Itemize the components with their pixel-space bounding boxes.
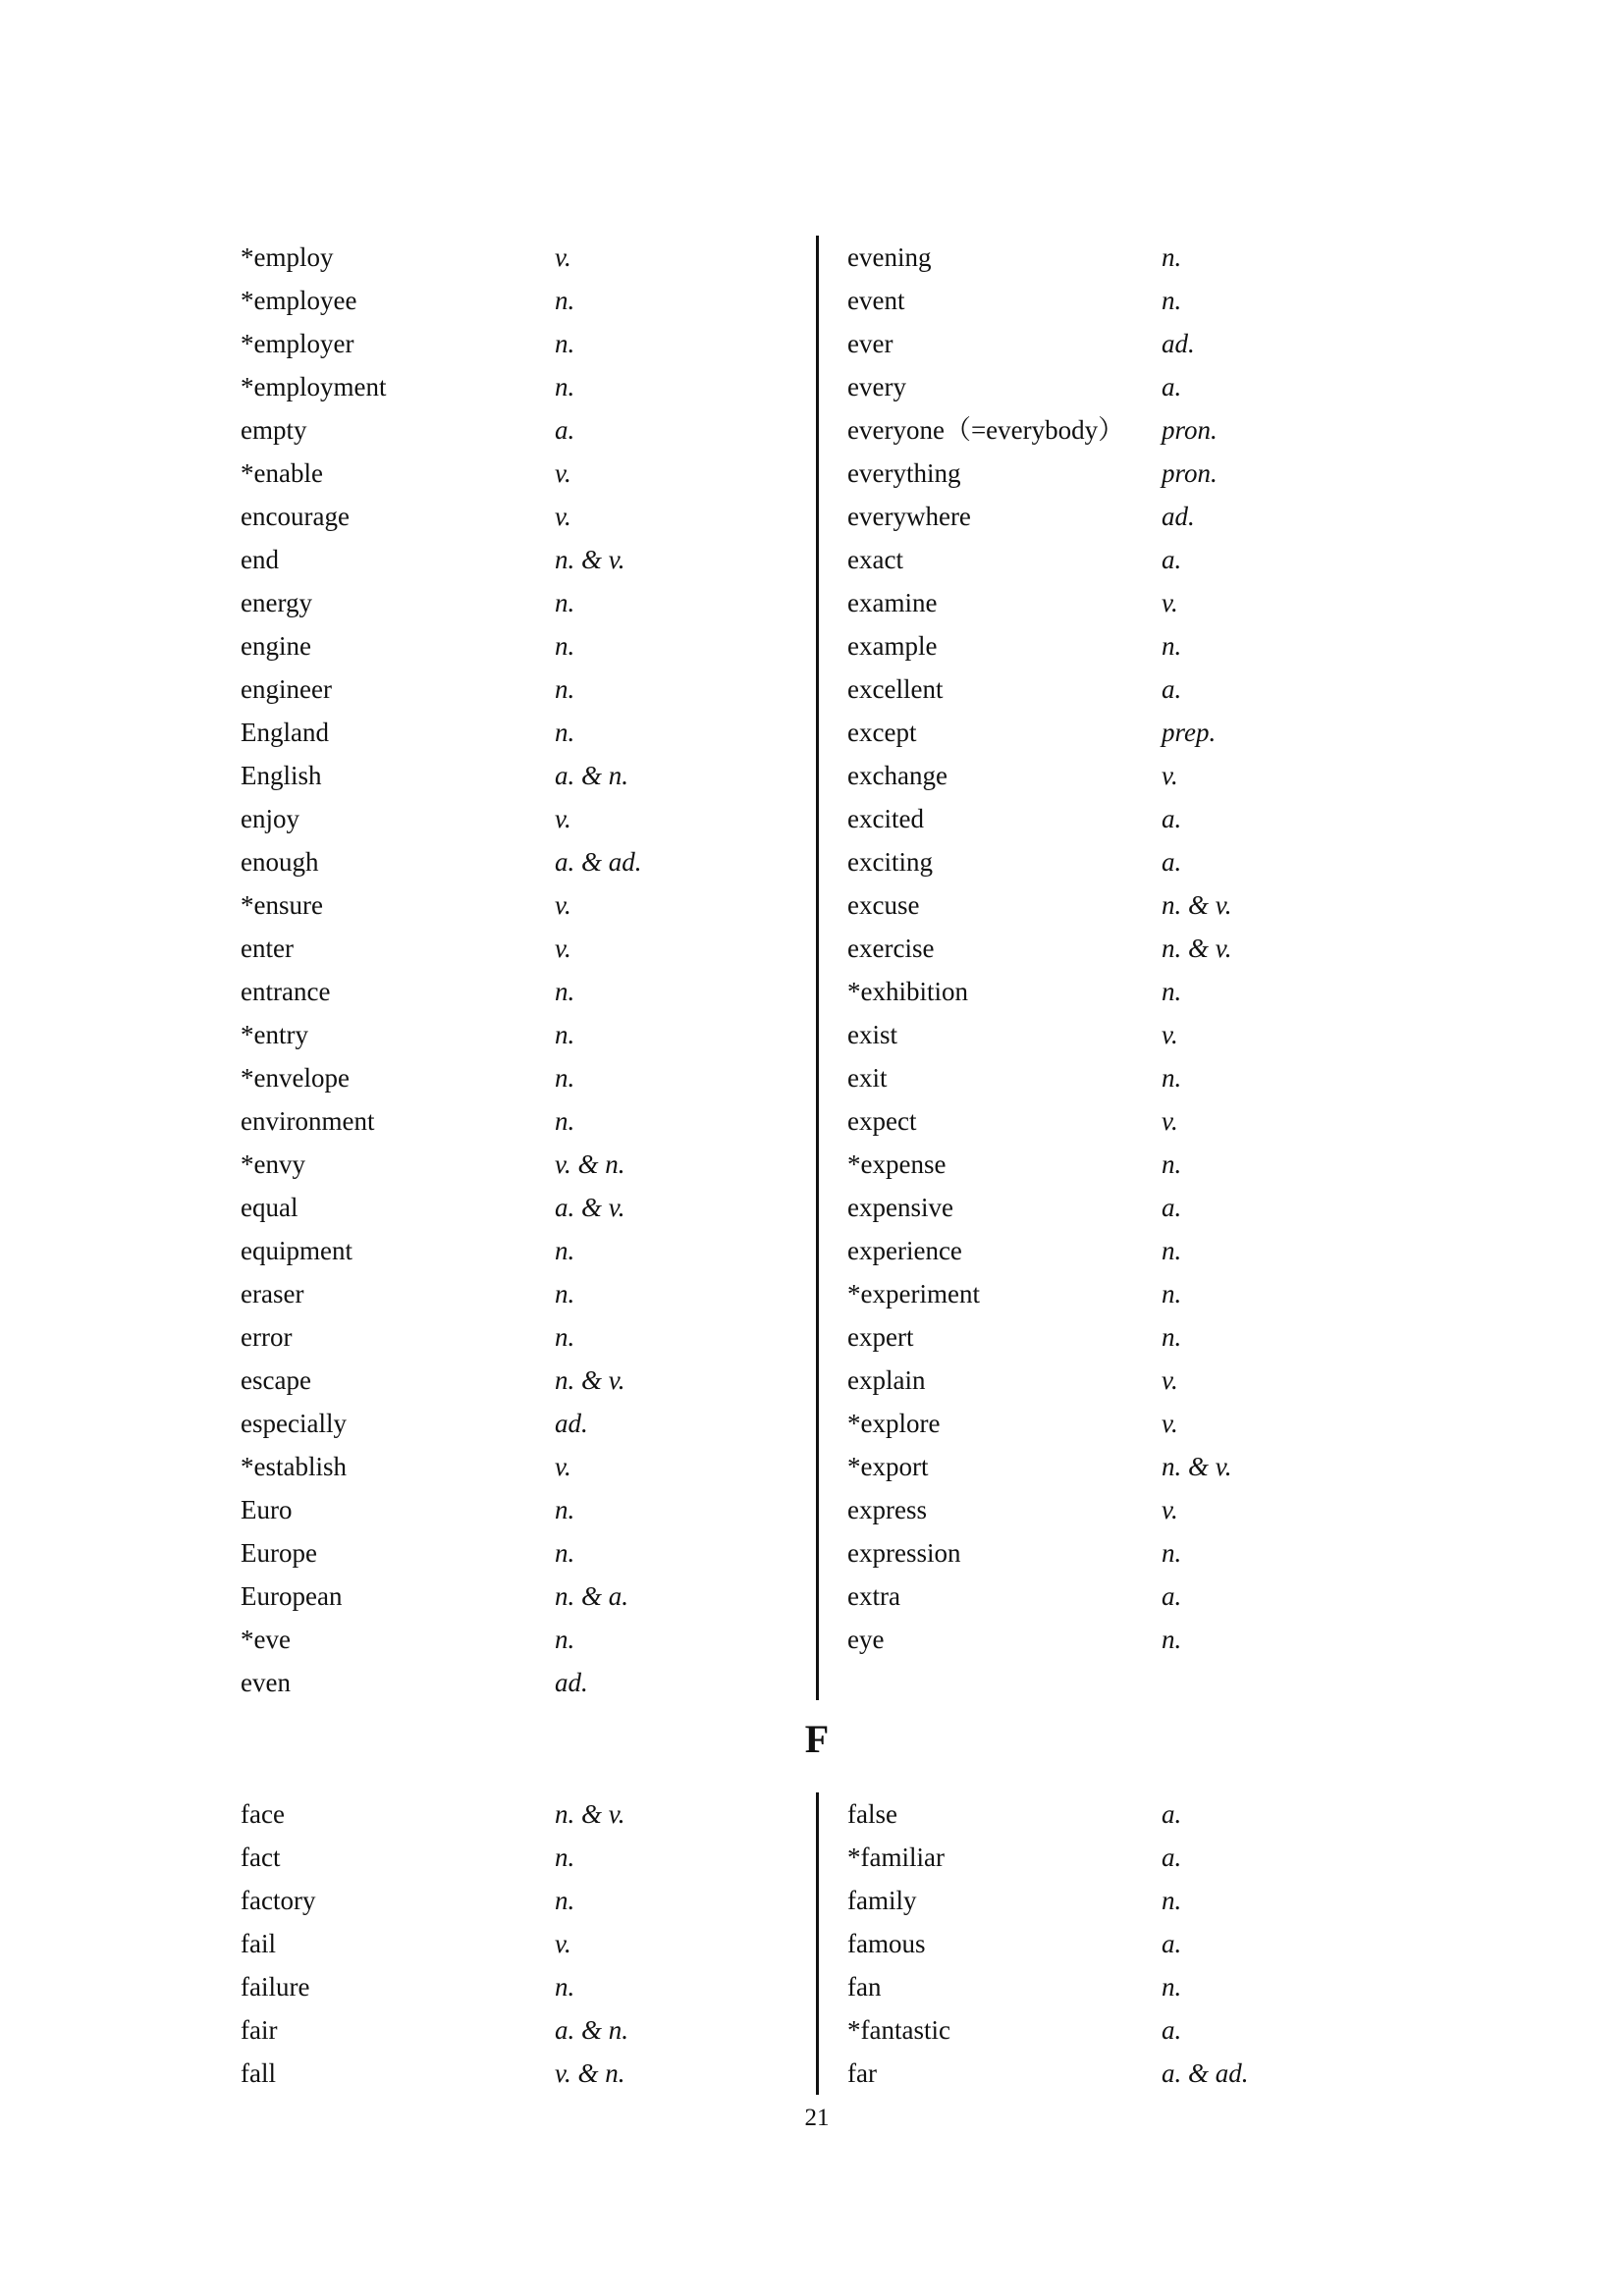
entry-word: exit: [847, 1063, 888, 1093]
entry-word: extra: [847, 1581, 900, 1611]
entry-part-of-speech: n.: [555, 1495, 575, 1524]
entry-part-of-speech: n.: [1162, 1236, 1182, 1265]
entry-part-of-speech: a. & n.: [555, 2015, 629, 2045]
entry-word: family: [847, 1886, 917, 1915]
entry-part-of-speech: n.: [1162, 1625, 1182, 1654]
entry-word: *employer: [241, 329, 354, 358]
entry-part-of-speech: n.: [1162, 1322, 1182, 1352]
entry-part-of-speech: v.: [1162, 1495, 1178, 1524]
entry-part-of-speech: n.: [555, 1279, 575, 1308]
entry-part-of-speech: n.: [555, 1972, 575, 2002]
entry-part-of-speech: v. & n.: [555, 1149, 625, 1179]
entry-part-of-speech: a. & ad.: [555, 847, 642, 877]
entry-part-of-speech: n.: [555, 372, 575, 401]
entry-part-of-speech: ad.: [555, 1668, 588, 1697]
entry-word: *enable: [241, 458, 323, 488]
entry-word: England: [241, 718, 329, 747]
entry-part-of-speech: v.: [555, 458, 571, 488]
entry-word: every: [847, 372, 906, 401]
entry-word: fan: [847, 1972, 882, 2002]
entry-word: enjoy: [241, 804, 299, 833]
entry-part-of-speech: v.: [1162, 1365, 1178, 1395]
entry-part-of-speech: n.: [555, 1020, 575, 1049]
entry-part-of-speech: n.: [1162, 1279, 1182, 1308]
entry-part-of-speech: n.: [1162, 631, 1182, 661]
entry-word: face: [241, 1799, 285, 1829]
entry-word: excellent: [847, 674, 944, 704]
entry-word: even: [241, 1668, 291, 1697]
entry-part-of-speech: n.: [555, 977, 575, 1006]
entry-part-of-speech: a.: [1162, 545, 1182, 574]
entry-word: equal: [241, 1193, 298, 1222]
entry-part-of-speech: a. & v.: [555, 1193, 625, 1222]
entry-part-of-speech: n.: [555, 1886, 575, 1915]
entry-word: examine: [847, 588, 938, 617]
entry-word: *establish: [241, 1452, 347, 1481]
entry-part-of-speech: n. & a.: [555, 1581, 629, 1611]
entry-word: *employee: [241, 286, 357, 315]
entry-word: environment: [241, 1106, 375, 1136]
entry-part-of-speech: a.: [1162, 1842, 1182, 1872]
entry-part-of-speech: v.: [555, 502, 571, 531]
entry-word: *familiar: [847, 1842, 945, 1872]
entry-part-of-speech: ad.: [555, 1409, 588, 1438]
entry-word: *employ: [241, 242, 334, 272]
entry-word: factory: [241, 1886, 316, 1915]
entry-part-of-speech: v.: [555, 1929, 571, 1958]
entry-word: express: [847, 1495, 927, 1524]
entry-part-of-speech: a.: [1162, 674, 1182, 704]
entry-word: exact: [847, 545, 903, 574]
entry-part-of-speech: v.: [1162, 761, 1178, 790]
entry-word: fail: [241, 1929, 276, 1958]
entry-word: evening: [847, 242, 932, 272]
entry-word: error: [241, 1322, 293, 1352]
entry-word: English: [241, 761, 322, 790]
entry-word: *fantastic: [847, 2015, 950, 2045]
entry-word: except: [847, 718, 917, 747]
entry-part-of-speech: n.: [1162, 1538, 1182, 1568]
entry-word: European: [241, 1581, 343, 1611]
entry-part-of-speech: n.: [1162, 977, 1182, 1006]
entry-word: empty: [241, 415, 307, 445]
section-f: [0, 1792, 1624, 2097]
entry-word: *explore: [847, 1409, 941, 1438]
entry-part-of-speech: ad.: [1162, 329, 1195, 358]
entry-word: *export: [847, 1452, 929, 1481]
entry-part-of-speech: a.: [555, 415, 575, 445]
entry-word: escape: [241, 1365, 311, 1395]
page-number: 21: [804, 2105, 830, 2131]
entry-part-of-speech: v.: [555, 242, 571, 272]
entry-part-of-speech: n.: [555, 329, 575, 358]
entry-word: *envy: [241, 1149, 305, 1179]
column-divider: [816, 1792, 819, 2095]
entry-word: *exhibition: [847, 977, 968, 1006]
entry-word: exist: [847, 1020, 897, 1049]
entry-part-of-speech: a.: [1162, 1581, 1182, 1611]
entry-word: explain: [847, 1365, 926, 1395]
section-e: [0, 236, 1624, 1697]
entry-part-of-speech: a.: [1162, 1799, 1182, 1829]
entry-part-of-speech: n.: [555, 674, 575, 704]
entry-word: ever: [847, 329, 893, 358]
entry-word: famous: [847, 1929, 926, 1958]
entry-part-of-speech: n.: [555, 588, 575, 617]
entry-part-of-speech: v.: [555, 934, 571, 963]
entry-part-of-speech: n.: [555, 1106, 575, 1136]
entry-part-of-speech: pron.: [1162, 458, 1218, 488]
entry-part-of-speech: n. & v.: [1162, 1452, 1232, 1481]
entry-word: entrance: [241, 977, 331, 1006]
entry-part-of-speech: prep.: [1162, 718, 1217, 747]
entry-part-of-speech: v.: [1162, 1020, 1178, 1049]
entry-word: example: [847, 631, 938, 661]
entry-part-of-speech: n.: [555, 1322, 575, 1352]
entry-word: encourage: [241, 502, 350, 531]
entry-part-of-speech: v.: [555, 1452, 571, 1481]
entry-word: eye: [847, 1625, 885, 1654]
entry-word: eraser: [241, 1279, 304, 1308]
entry-word: energy: [241, 588, 312, 617]
entry-word: expect: [847, 1106, 917, 1136]
entry-part-of-speech: a.: [1162, 847, 1182, 877]
entry-part-of-speech: n. & v.: [555, 1799, 625, 1829]
entry-part-of-speech: a.: [1162, 1193, 1182, 1222]
entry-word: everywhere: [847, 502, 971, 531]
entry-part-of-speech: n.: [1162, 242, 1182, 272]
entry-part-of-speech: v.: [1162, 1106, 1178, 1136]
entry-word: *entry: [241, 1020, 308, 1049]
section-heading-f: F: [804, 1717, 830, 1761]
entry-part-of-speech: v. & n.: [555, 2058, 625, 2088]
entry-word: enter: [241, 934, 294, 963]
entry-word: *employment: [241, 372, 387, 401]
entry-part-of-speech: n.: [1162, 1886, 1182, 1915]
entry-word: exciting: [847, 847, 933, 877]
entry-word: failure: [241, 1972, 310, 2002]
entry-part-of-speech: a.: [1162, 372, 1182, 401]
entry-word: everyone（=everybody）: [847, 415, 1125, 445]
entry-part-of-speech: n.: [555, 1063, 575, 1093]
entry-word: Euro: [241, 1495, 293, 1524]
entry-part-of-speech: n.: [555, 718, 575, 747]
entry-word: *ensure: [241, 890, 323, 920]
entry-word: far: [847, 2058, 877, 2088]
entry-part-of-speech: a.: [1162, 1929, 1182, 1958]
column-divider: [816, 236, 819, 1700]
entry-part-of-speech: n.: [1162, 286, 1182, 315]
entry-part-of-speech: n. & v.: [1162, 934, 1232, 963]
entry-part-of-speech: n. & v.: [555, 545, 625, 574]
entry-part-of-speech: n.: [555, 1842, 575, 1872]
entry-part-of-speech: a.: [1162, 804, 1182, 833]
entry-word: event: [847, 286, 905, 315]
entry-word: enough: [241, 847, 319, 877]
entry-word: engine: [241, 631, 311, 661]
entry-part-of-speech: a.: [1162, 2015, 1182, 2045]
entry-part-of-speech: a. & ad.: [1162, 2058, 1249, 2088]
entry-word: *eve: [241, 1625, 291, 1654]
entry-part-of-speech: n.: [555, 1236, 575, 1265]
entry-word: fall: [241, 2058, 276, 2088]
entry-part-of-speech: n.: [555, 1625, 575, 1654]
entry-word: fact: [241, 1842, 281, 1872]
entry-word: *expense: [847, 1149, 947, 1179]
entry-part-of-speech: n.: [555, 286, 575, 315]
entry-part-of-speech: v.: [555, 890, 571, 920]
entry-part-of-speech: v.: [555, 804, 571, 833]
entry-part-of-speech: n.: [555, 1538, 575, 1568]
entry-part-of-speech: v.: [1162, 588, 1178, 617]
entry-part-of-speech: n.: [555, 631, 575, 661]
entry-word: fair: [241, 2015, 278, 2045]
entry-word: especially: [241, 1409, 347, 1438]
entry-word: equipment: [241, 1236, 352, 1265]
entry-part-of-speech: n.: [1162, 1972, 1182, 2002]
entry-word: excuse: [847, 890, 920, 920]
entry-word: expression: [847, 1538, 961, 1568]
entry-part-of-speech: a. & n.: [555, 761, 629, 790]
entry-word: expensive: [847, 1193, 953, 1222]
entry-part-of-speech: n.: [1162, 1149, 1182, 1179]
entry-word: excited: [847, 804, 924, 833]
entry-word: *envelope: [241, 1063, 350, 1093]
entry-part-of-speech: ad.: [1162, 502, 1195, 531]
entry-word: expert: [847, 1322, 914, 1352]
entry-part-of-speech: v.: [1162, 1409, 1178, 1438]
entry-word: everything: [847, 458, 961, 488]
entry-word: *experiment: [847, 1279, 980, 1308]
entry-part-of-speech: n. & v.: [1162, 890, 1232, 920]
entry-part-of-speech: n.: [1162, 1063, 1182, 1093]
entry-word: end: [241, 545, 279, 574]
entry-word: experience: [847, 1236, 962, 1265]
entry-word: false: [847, 1799, 897, 1829]
entry-part-of-speech: pron.: [1162, 415, 1218, 445]
entry-word: exercise: [847, 934, 935, 963]
entry-word: exchange: [847, 761, 947, 790]
entry-word: engineer: [241, 674, 332, 704]
entry-part-of-speech: n. & v.: [555, 1365, 625, 1395]
entry-word: Europe: [241, 1538, 317, 1568]
